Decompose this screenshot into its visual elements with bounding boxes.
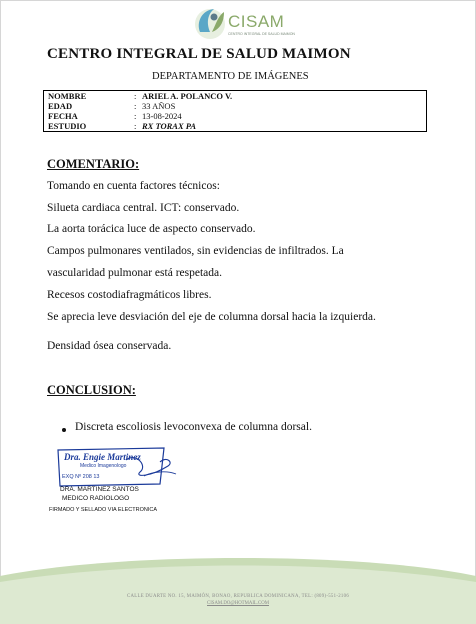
cisam-logo [188,2,298,44]
info-label: FECHA [48,111,78,121]
comentario-line: La aorta torácica luce de aspecto conservado. [47,223,256,235]
comentario-line: vascularidad pulmonar está respetada. [47,267,222,279]
conclusion-item: Discreta escoliosis levoconvexa de columna dorsal. [75,421,312,433]
info-colon: : [134,121,137,131]
signature-role: MEDICO RADIOLOGO [62,495,130,502]
stamp-doctor-name: Dra. Engie Martinez [64,452,141,462]
logo-name: CISAM [228,12,285,31]
comentario-line: Campos pulmonares ventilados, sin evidencias de infiltrados. La [47,245,344,257]
info-label: ESTUDIO [48,121,87,131]
comentario-line: Densidad ósea conservada. [47,340,172,352]
doctor-stamp [56,446,180,488]
comentario-line: Tomando en cuenta factores técnicos: [47,180,220,192]
info-value: RX TORAX PA [142,121,197,131]
info-value: 33 AÑOS [142,101,176,111]
stamp-exequatur: EXQ Nº 208 13 [62,474,100,480]
info-label: EDAD [48,101,73,111]
page-title: CENTRO INTEGRAL DE SALUD MAIMON [47,46,351,62]
info-value: 13-08-2024 [142,111,182,121]
bullet-icon [62,428,66,432]
patient-info-box [43,90,427,132]
conclusion-heading: CONCLUSION: [47,383,136,397]
footer-email[interactable]: CISAM.DO@HOTMAIL.COM [207,601,269,606]
footer-address: CALLE DUARTE NO. 15, MAIMÓN, BONAO, REPUBLICA DOMINICANA, TEL: (809)-551-2106 [126,594,350,599]
comentario-heading: COMENTARIO: [47,157,140,171]
comentario-line: Silueta cardiaca central. ICT: conservado. [47,202,240,214]
comentario-line: Se aprecia leve desviación del eje de columna dorsal hacia la izquierda. [47,311,376,323]
signature-note: FIRMADO Y SELLADO VIA ELECTRONICA [49,507,157,513]
logo-subtitle: CENTRO INTEGRAL DE SALUD MAIMON [228,32,295,36]
info-colon: : [134,101,137,111]
info-colon: : [134,111,137,121]
info-colon: : [134,91,137,101]
comentario-line: Recesos costodiafragmáticos libres. [47,289,212,301]
signature-name: DRA. MARTINEZ SANTOS [60,486,139,493]
department-name: DEPARTAMENTO DE IMÁGENES [152,71,309,82]
info-value: ARIEL A. POLANCO V. [142,91,233,101]
footer-wave-decoration [0,546,476,624]
info-label: NOMBRE [48,91,87,101]
stamp-role: Medico Imagenologo [80,463,127,469]
